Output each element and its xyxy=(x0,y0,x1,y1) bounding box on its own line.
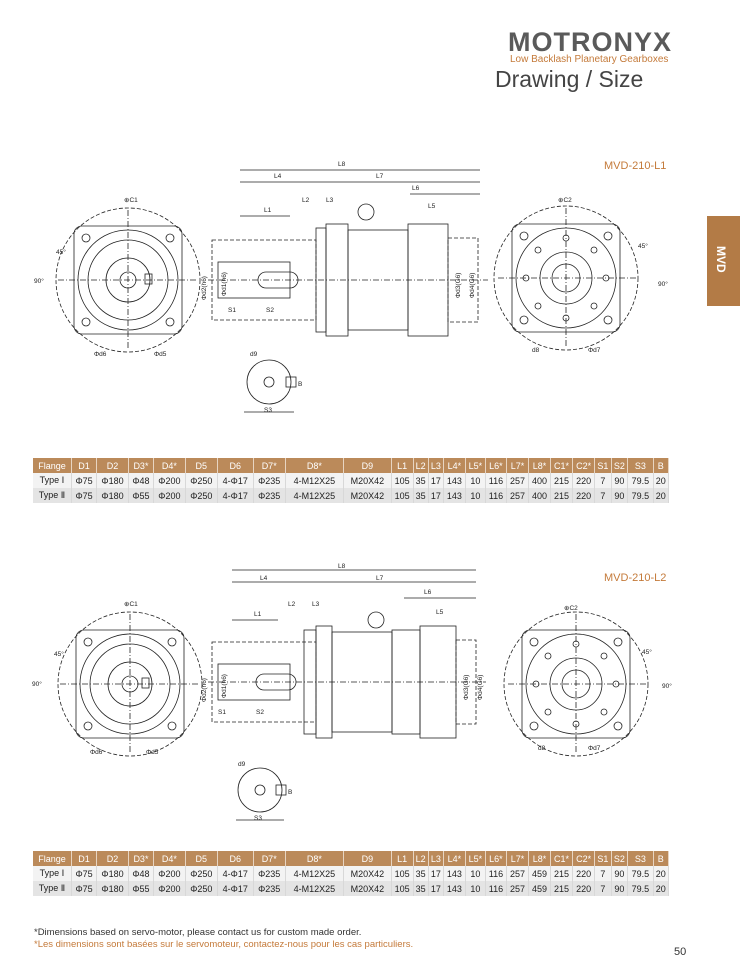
table-cell: Φ200 xyxy=(153,866,185,881)
label-l2: L2 xyxy=(302,197,310,204)
table-row xyxy=(33,866,669,881)
table-cell: 7 xyxy=(595,488,612,503)
table-cell: 105 xyxy=(391,881,413,896)
table-cell: Type Ⅰ xyxy=(33,866,72,881)
table-cell: 79.5 xyxy=(628,488,653,503)
table-cell: 257 xyxy=(506,473,528,488)
label-angle-45-out: 45° xyxy=(642,649,652,656)
column-header: B xyxy=(653,851,668,866)
table-cell: 4-M12X25 xyxy=(285,473,343,488)
table-cell: 90 xyxy=(611,866,628,881)
column-header: D6 xyxy=(217,851,253,866)
table-cell: 215 xyxy=(551,881,573,896)
table-cell: 220 xyxy=(573,866,595,881)
table-cell: M20X42 xyxy=(344,488,391,503)
spec-table-l1 xyxy=(33,458,669,503)
table-cell: 90 xyxy=(611,488,628,503)
section-tab-mvd[interactable] xyxy=(707,216,740,306)
table-cell: 4-M12X25 xyxy=(285,866,343,881)
table-cell: Φ75 xyxy=(72,473,97,488)
table-cell: 17 xyxy=(428,473,443,488)
gearbox-side-view xyxy=(208,170,488,336)
page-title: Drawing / Size xyxy=(495,66,644,92)
column-header: D8* xyxy=(285,458,343,473)
gearbox-side-view xyxy=(208,570,486,738)
label-l6: L6 xyxy=(424,589,432,596)
label-angle-45: 45° xyxy=(54,651,64,658)
label-d1: Φd1(h6) xyxy=(221,674,228,698)
footnote-french: *Les dimensions sont basées sur le servomoteur, contactez-nous pour les cas particuliers. xyxy=(34,939,414,950)
output-flange-front-view xyxy=(494,206,638,350)
column-header: S2 xyxy=(611,458,628,473)
section-tab-label: MVD xyxy=(714,246,728,273)
table-cell: 4-Φ17 xyxy=(217,488,253,503)
label-s3: S3 xyxy=(264,407,272,414)
footnote-english: *Dimensions based on servo-motor, please contact us for custom made order. xyxy=(34,927,362,938)
column-header: D2 xyxy=(97,851,129,866)
label-angle-45: 45° xyxy=(56,249,66,256)
table-cell: Φ250 xyxy=(185,473,217,488)
column-header: Flange xyxy=(33,458,72,473)
table-cell: 20 xyxy=(653,473,668,488)
technical-drawing-l1 xyxy=(28,150,708,420)
column-header: D7* xyxy=(253,458,285,473)
spec-table-l2 xyxy=(33,851,669,896)
label-d9: d9 xyxy=(238,761,246,768)
label-d4: Φd4(G6) xyxy=(477,674,484,700)
column-header: C2* xyxy=(573,851,595,866)
label-d5: Φd5 xyxy=(146,749,159,756)
table-cell: 17 xyxy=(428,488,443,503)
table-cell: 220 xyxy=(573,881,595,896)
table-cell: Type Ⅱ xyxy=(33,488,72,503)
column-header: D4* xyxy=(153,851,185,866)
table-cell: Φ180 xyxy=(97,881,129,896)
label-angle-90: 90° xyxy=(32,681,42,688)
table-cell: 143 xyxy=(443,881,465,896)
table-cell: 7 xyxy=(595,881,612,896)
label-l1: L1 xyxy=(254,611,262,618)
label-l1: L1 xyxy=(264,207,272,214)
column-header: L6* xyxy=(485,458,506,473)
label-s2: S2 xyxy=(256,709,264,716)
table-cell: Φ48 xyxy=(128,866,153,881)
column-header: L5* xyxy=(465,458,485,473)
column-header: D5 xyxy=(185,458,217,473)
label-angle-90-out: 90° xyxy=(658,281,668,288)
label-angle-45-out: 45° xyxy=(638,243,648,250)
column-header: D1 xyxy=(72,458,97,473)
label-l3: L3 xyxy=(326,197,334,204)
column-header: C1* xyxy=(551,458,573,473)
table-cell: 35 xyxy=(413,866,428,881)
table-cell: 400 xyxy=(529,488,551,503)
table-cell: 459 xyxy=(529,866,551,881)
table-cell: 4-M12X25 xyxy=(285,488,343,503)
column-header: L2 xyxy=(413,458,428,473)
column-header: S1 xyxy=(595,458,612,473)
table-cell: 105 xyxy=(391,488,413,503)
table-cell: Type Ⅰ xyxy=(33,473,72,488)
column-header: D8* xyxy=(285,851,343,866)
spec-table-header xyxy=(33,458,669,473)
table-cell: 17 xyxy=(428,866,443,881)
column-header: D4* xyxy=(153,458,185,473)
column-header: L7* xyxy=(506,458,528,473)
page-number: 50 xyxy=(674,946,687,958)
table-cell: 35 xyxy=(413,881,428,896)
table-cell: 215 xyxy=(551,473,573,488)
table-cell: 459 xyxy=(529,881,551,896)
label-c1: ⊕C1 xyxy=(124,601,138,608)
table-cell: 116 xyxy=(485,473,506,488)
table-cell: M20X42 xyxy=(344,881,391,896)
label-l6: L6 xyxy=(412,185,420,192)
table-cell: 105 xyxy=(391,866,413,881)
column-header: S3 xyxy=(628,458,653,473)
table-cell: Φ180 xyxy=(97,866,129,881)
label-s2: S2 xyxy=(266,307,274,314)
table-cell: 116 xyxy=(485,866,506,881)
table-cell: M20X42 xyxy=(344,866,391,881)
spec-table-header xyxy=(33,851,669,866)
table-cell: 10 xyxy=(465,488,485,503)
label-b: B xyxy=(288,789,293,796)
table-cell: Φ235 xyxy=(253,473,285,488)
column-header: L5* xyxy=(465,851,485,866)
table-cell: 143 xyxy=(443,866,465,881)
table-cell: 7 xyxy=(595,473,612,488)
table-cell: 20 xyxy=(653,488,668,503)
brand-logo-text: MOTRONYX xyxy=(508,28,672,54)
table-cell: 400 xyxy=(529,473,551,488)
table-cell: 79.5 xyxy=(628,881,653,896)
column-header: D9 xyxy=(344,458,391,473)
table-cell: Φ75 xyxy=(72,881,97,896)
column-header: L4* xyxy=(443,851,465,866)
table-cell: 20 xyxy=(653,866,668,881)
column-header: S2 xyxy=(611,851,628,866)
column-header: D6 xyxy=(217,458,253,473)
table-cell: M20X42 xyxy=(344,473,391,488)
label-d8: d8 xyxy=(538,745,546,752)
table-cell: Φ75 xyxy=(72,866,97,881)
column-header: C1* xyxy=(551,851,573,866)
label-d1: Φd1(h6) xyxy=(221,272,228,296)
table-cell: Φ235 xyxy=(253,866,285,881)
column-header: D3* xyxy=(128,851,153,866)
table-cell: 10 xyxy=(465,473,485,488)
table-cell: Φ180 xyxy=(97,488,129,503)
label-d7: Φd7 xyxy=(588,347,601,354)
model-label-l1: MVD-210-L1 xyxy=(604,160,667,172)
label-c2: ⊕C2 xyxy=(564,605,578,612)
table-cell: 20 xyxy=(653,881,668,896)
table-cell: 116 xyxy=(485,488,506,503)
table-cell: 90 xyxy=(611,473,628,488)
label-d8: d8 xyxy=(532,347,540,354)
table-cell: 4-Φ17 xyxy=(217,473,253,488)
label-d2: Φd2(h6) xyxy=(201,678,208,702)
table-row xyxy=(33,488,669,503)
table-cell: Φ235 xyxy=(253,881,285,896)
column-header: L8* xyxy=(529,851,551,866)
label-l7: L7 xyxy=(376,575,384,582)
table-cell: 143 xyxy=(443,473,465,488)
label-l8: L8 xyxy=(338,161,346,168)
column-header: D9 xyxy=(344,851,391,866)
label-d2: Φd2(h6) xyxy=(201,276,208,300)
table-cell: 257 xyxy=(506,488,528,503)
table-cell: Φ200 xyxy=(153,881,185,896)
column-header: L3 xyxy=(428,458,443,473)
column-header: Flange xyxy=(33,851,72,866)
table-cell: 35 xyxy=(413,488,428,503)
table-cell: Φ55 xyxy=(128,881,153,896)
label-d3: Φd3(G6) xyxy=(455,272,462,298)
brand-logo xyxy=(508,28,672,54)
input-flange-front-view xyxy=(58,612,202,756)
table-cell: 220 xyxy=(573,473,595,488)
label-b: B xyxy=(298,381,303,388)
column-header: L3 xyxy=(428,851,443,866)
table-cell: 4-Φ17 xyxy=(217,881,253,896)
table-cell: 10 xyxy=(465,881,485,896)
table-cell: 79.5 xyxy=(628,866,653,881)
table-cell: 257 xyxy=(506,881,528,896)
label-l2: L2 xyxy=(288,601,296,608)
column-header: L7* xyxy=(506,851,528,866)
table-cell: Φ250 xyxy=(185,488,217,503)
column-header: C2* xyxy=(573,458,595,473)
table-cell: 4-M12X25 xyxy=(285,881,343,896)
table-cell: Type Ⅱ xyxy=(33,881,72,896)
table-cell: Φ180 xyxy=(97,473,129,488)
table-cell: 257 xyxy=(506,866,528,881)
table-cell: Φ200 xyxy=(153,488,185,503)
label-l8: L8 xyxy=(338,563,346,570)
table-cell: Φ75 xyxy=(72,488,97,503)
column-header: B xyxy=(653,458,668,473)
table-cell: 105 xyxy=(391,473,413,488)
label-l4: L4 xyxy=(274,173,282,180)
table-cell: Φ250 xyxy=(185,866,217,881)
column-header: L2 xyxy=(413,851,428,866)
column-header: L6* xyxy=(485,851,506,866)
label-l7: L7 xyxy=(376,173,384,180)
column-header: D2 xyxy=(97,458,129,473)
table-cell: 215 xyxy=(551,488,573,503)
column-header: S1 xyxy=(595,851,612,866)
shaft-section-view xyxy=(236,768,286,820)
column-header: D3* xyxy=(128,458,153,473)
brand-tagline: Low Backlash Planetary Gearboxes xyxy=(510,54,669,65)
label-d6: Φd6 xyxy=(94,351,107,358)
label-l4: L4 xyxy=(260,575,268,582)
label-angle-90-out: 90° xyxy=(662,683,672,690)
label-s1: S1 xyxy=(218,709,226,716)
column-header: D7* xyxy=(253,851,285,866)
label-d5: Φd5 xyxy=(154,351,167,358)
label-d7: Φd7 xyxy=(588,745,601,752)
table-cell: 79.5 xyxy=(628,473,653,488)
model-label-l2: MVD-210-L2 xyxy=(604,572,667,584)
label-d9: d9 xyxy=(250,351,258,358)
table-cell: 215 xyxy=(551,866,573,881)
shaft-section-view xyxy=(244,360,296,412)
column-header: L1 xyxy=(391,851,413,866)
input-flange-front-view xyxy=(56,208,200,352)
table-cell: 90 xyxy=(611,881,628,896)
table-cell: Φ250 xyxy=(185,881,217,896)
column-header: D1 xyxy=(72,851,97,866)
table-cell: 220 xyxy=(573,488,595,503)
column-header: L1 xyxy=(391,458,413,473)
table-cell: 143 xyxy=(443,488,465,503)
table-cell: Φ48 xyxy=(128,473,153,488)
label-s3: S3 xyxy=(254,815,262,822)
label-c2: ⊕C2 xyxy=(558,197,572,204)
label-d6: Φd6 xyxy=(90,749,103,756)
label-d3: Φd3(G6) xyxy=(463,674,470,700)
column-header: S3 xyxy=(628,851,653,866)
table-cell: 35 xyxy=(413,473,428,488)
column-header: L8* xyxy=(529,458,551,473)
table-row xyxy=(33,881,669,896)
label-c1: ⊕C1 xyxy=(124,197,138,204)
table-cell: 4-Φ17 xyxy=(217,866,253,881)
label-l3: L3 xyxy=(312,601,320,608)
table-cell: Φ55 xyxy=(128,488,153,503)
table-cell: 17 xyxy=(428,881,443,896)
label-s1: S1 xyxy=(228,307,236,314)
table-cell: Φ200 xyxy=(153,473,185,488)
table-cell: 116 xyxy=(485,881,506,896)
label-l5: L5 xyxy=(428,203,436,210)
column-header: L4* xyxy=(443,458,465,473)
table-cell: 7 xyxy=(595,866,612,881)
output-flange-front-view xyxy=(504,612,648,756)
table-cell: Φ235 xyxy=(253,488,285,503)
label-l5: L5 xyxy=(436,609,444,616)
table-row xyxy=(33,473,669,488)
technical-drawing-l2 xyxy=(20,562,710,832)
table-cell: 10 xyxy=(465,866,485,881)
label-d4: Φd4(G6) xyxy=(469,272,476,298)
column-header: D5 xyxy=(185,851,217,866)
label-angle-90: 90° xyxy=(34,278,44,285)
